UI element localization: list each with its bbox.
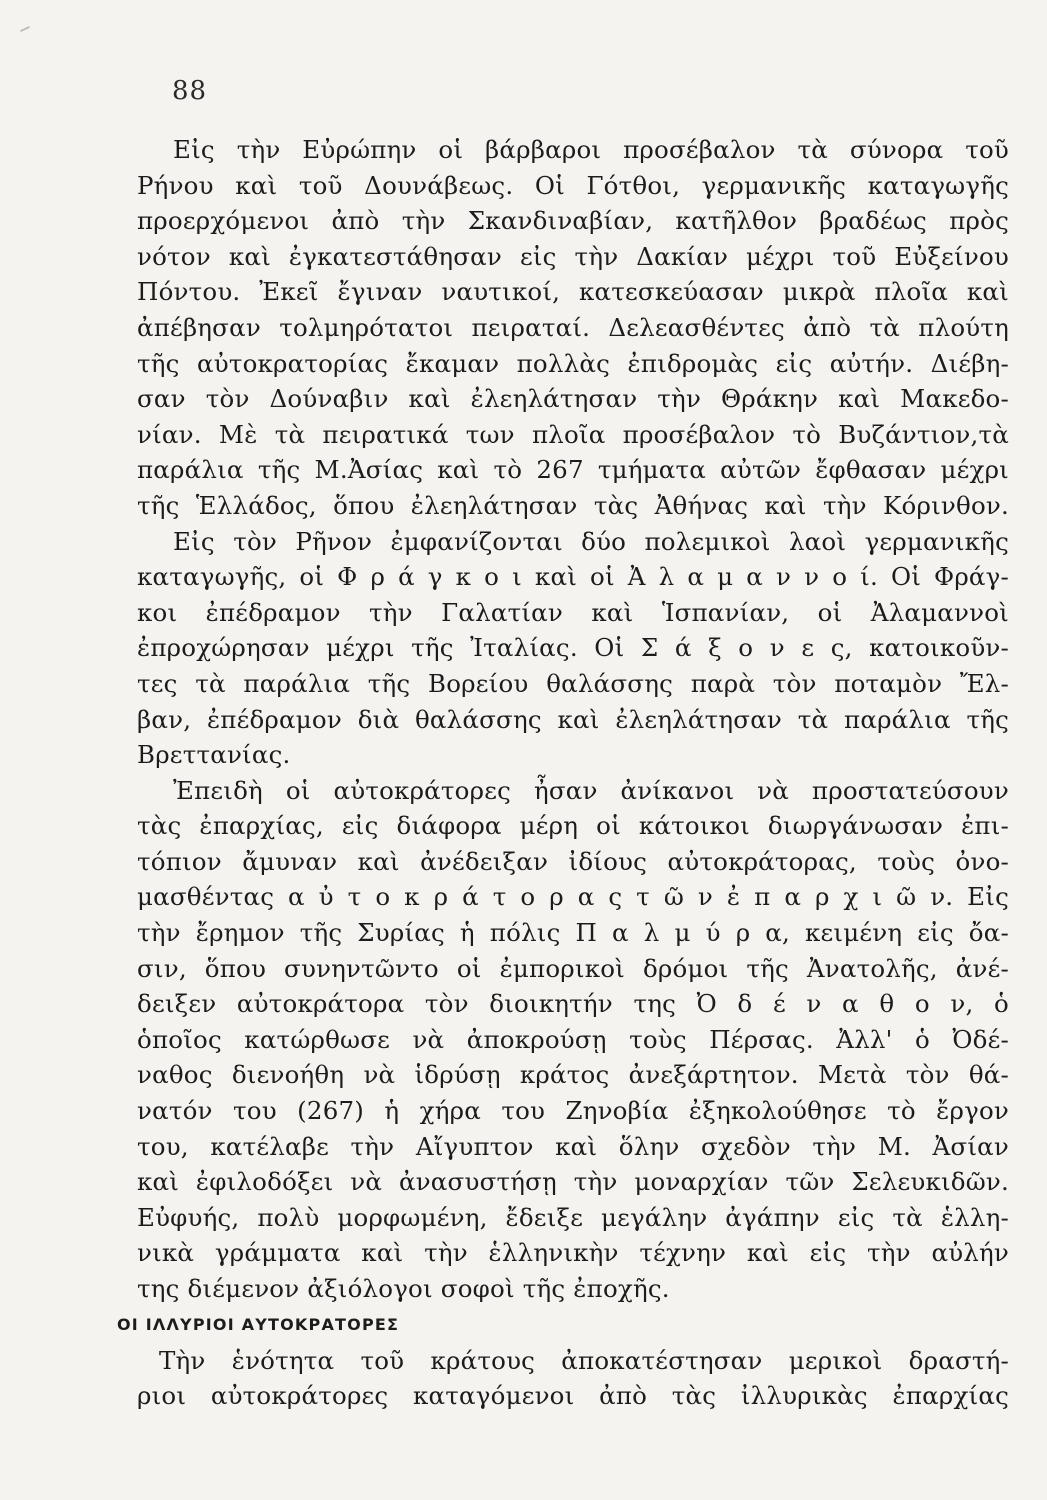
text-line: τες τὰ παράλια τῆς Βορείου θαλάσσης παρὰ τὸν ποταμὸν Ἔλ- <box>137 668 1009 698</box>
text-line: προερχόμενοι ἀπὸ τὴν Σκανδιναβίαν, κατῆλθον βραδέως πρὸς <box>137 206 1009 236</box>
paragraph-germanic-peoples <box>137 524 1009 773</box>
text-line: του, κατέλαβε τὴν Αἴγυπτον καὶ ὅλην σχεδὸν τὴν Μ. Ἀσίαν <box>137 1131 1009 1161</box>
text-line: νότον καὶ ἐγκατεστάθησαν εἰς τὴν Δακίαν μέχρι τοῦ Εὐξείνου <box>137 241 1009 271</box>
text-line: ριοι αὐτοκράτορες καταγόμενοι ἀπὸ τὰς ἰλλυρικὰς ἐπαρχίας <box>137 1381 1009 1411</box>
text-line: τὴν ἔρημον τῆς Συρίας ἡ πόλις Π α λ μ ύ ρ α, κειμένη εἰς ὄα- <box>137 918 1009 948</box>
text-line: τόπιον ἄμυναν καὶ ἀνέδειξαν ἰδίους αὐτοκράτορας, τοὺς ὀνο- <box>137 846 1009 876</box>
text-line: μασθέντας α ὐ τ ο κ ρ ά τ ο ρ α ς τ ῶ ν ἐ π α ρ χ ι ῶ ν. Εἰς <box>137 882 1009 912</box>
text-line: Ρήνου καὶ τοῦ Δουνάβεως. Οἱ Γότθοι, γερμανικῆς καταγωγῆς <box>137 170 1009 200</box>
page-text <box>117 132 1009 1414</box>
text-line: Τὴν ἑνότητα τοῦ κράτους ἀποκατέστησαν μερικοὶ δραστή- <box>159 1345 1009 1375</box>
text-line: Εἰς τὸν Ρῆνον ἐμφανίζονται δύο πολεμικοὶ λαοὶ γερμανικῆς <box>173 526 1009 556</box>
text-line: καταγωγῆς, οἱ Φ ρ ά γ κ ο ι καὶ οἱ Ἀ λ α μ α ν ν ο ί. Οἱ Φράγ- <box>137 562 1009 592</box>
text-line: Εἰς τὴν Εὐρώπην οἱ βάρβαροι προσέβαλον τὰ σύνορα τοῦ <box>173 135 1009 164</box>
text-line: τῆς αὐτοκρατορίας ἔκαμαν πολλὰς ἐπιδρομὰς εἰς αὐτήν. Διέβη- <box>137 348 1009 378</box>
text-line: σαν τὸν Δούναβιν καὶ ἐλεηλάτησαν τὴν Θράκην καὶ Μακεδο- <box>137 384 1009 414</box>
section-heading: ΟΙ ΙΛΛΥΡΙΟΙ ΑΥΤΟΚΡΑΤΟΡΕΣ <box>117 1314 400 1334</box>
text-line: τῆς Ἑλλάδος, ὅπου ἐλεηλάτησαν τὰς Ἀθήνας καὶ τὴν Κόρινθον. <box>137 490 1009 520</box>
text-line: παράλια τῆς Μ.Ἀσίας καὶ τὸ 267 τμήματα αὐτῶν ἔφθασαν μέχρι <box>137 455 1009 485</box>
text-line: βαν, ἐπέδραμον διὰ θαλάσσης καὶ ἐλεηλάτησαν τὰ παράλια τῆς <box>137 704 1009 734</box>
text-line: ἐπροχώρησαν μέχρι τῆς Ἰταλίας. Οἱ Σ ά ξ ο ν ε ς, κατοικοῦν- <box>137 633 1009 663</box>
text-line: Ἐπειδὴ οἱ αὐτοκράτορες ἦσαν ἀνίκανοι νὰ προστατεύσουν <box>173 775 1009 805</box>
text-line: ὁποῖος κατώρθωσε νὰ ἀποκρούσῃ τοὺς Πέρσας. Ἀλλ' ὁ Ὀδέ- <box>137 1024 1009 1054</box>
text-line: της διέμενον ἀξιόλογοι σοφοὶ τῆς ἐποχῆς. <box>137 1274 670 1303</box>
text-line: κοι ἐπέδραμον τὴν Γαλατίαν καὶ Ἱσπανίαν, οἱ Ἀλαμαννοὶ <box>137 597 1009 627</box>
scan-mark <box>20 26 30 32</box>
section-illyrian-emperors <box>117 1309 1009 1414</box>
text-line: νατόν του (267) ἡ χήρα του Ζηνοβία ἐξηκολούθησε τὸ ἔργον <box>137 1096 1009 1126</box>
text-line: ναθος διενοήθη νὰ ἱδρύσῃ κράτος ἀνεξάρτητον. Μετὰ τὸν θά- <box>137 1060 1009 1090</box>
text-line: νίαν. Μὲ τὰ πειρατικά των πλοῖα προσέβαλον τὸ Βυζάντιον,τὰ <box>137 419 1009 449</box>
text-line: Πόντου. Ἐκεῖ ἔγιναν ναυτικοί, κατεσκεύασαν μικρὰ πλοῖα καὶ <box>137 277 1009 307</box>
text-line: τὰς ἐπαρχίας, εἰς διάφορα μέρη οἱ κάτοικοι διωργάνωσαν ἐπι- <box>137 811 1009 841</box>
paragraph-barbarian-invasions <box>137 132 1009 524</box>
text-line: Βρεττανίας. <box>137 740 291 770</box>
text-line: καὶ ἐφιλοδόξει νὰ ἀνασυστήσῃ τὴν μοναρχίαν τῶν Σελευκιδῶν. <box>137 1167 1009 1197</box>
text-line: ἀπέβησαν τολμηρότατοι πειραταί. Δελεασθέντες ἀπὸ τὰ πλούτη <box>137 312 1009 342</box>
text-line: Εὐφυής, πολὺ μορφωμένη, ἔδειξε μεγάλην ἀγάπην εἰς τὰ ἑλλη- <box>137 1202 1009 1232</box>
text-line: σιν, ὅπου συνηντῶντο οἱ ἐμπορικοὶ δρόμοι τῆς Ἀνατολῆς, ἀνέ- <box>137 953 1009 983</box>
paragraph-provincial-emperors <box>137 773 1009 1307</box>
page-number: 88 <box>172 76 208 106</box>
text-line: δειξεν αὐτοκράτορα τὸν διοικητήν της Ὀ δ έ ν α θ ο ν, ὁ <box>137 989 1009 1019</box>
text-line: νικὰ γράμματα καὶ τὴν ἑλληνικὴν τέχνην καὶ εἰς τὴν αὐλήν <box>137 1238 1009 1268</box>
